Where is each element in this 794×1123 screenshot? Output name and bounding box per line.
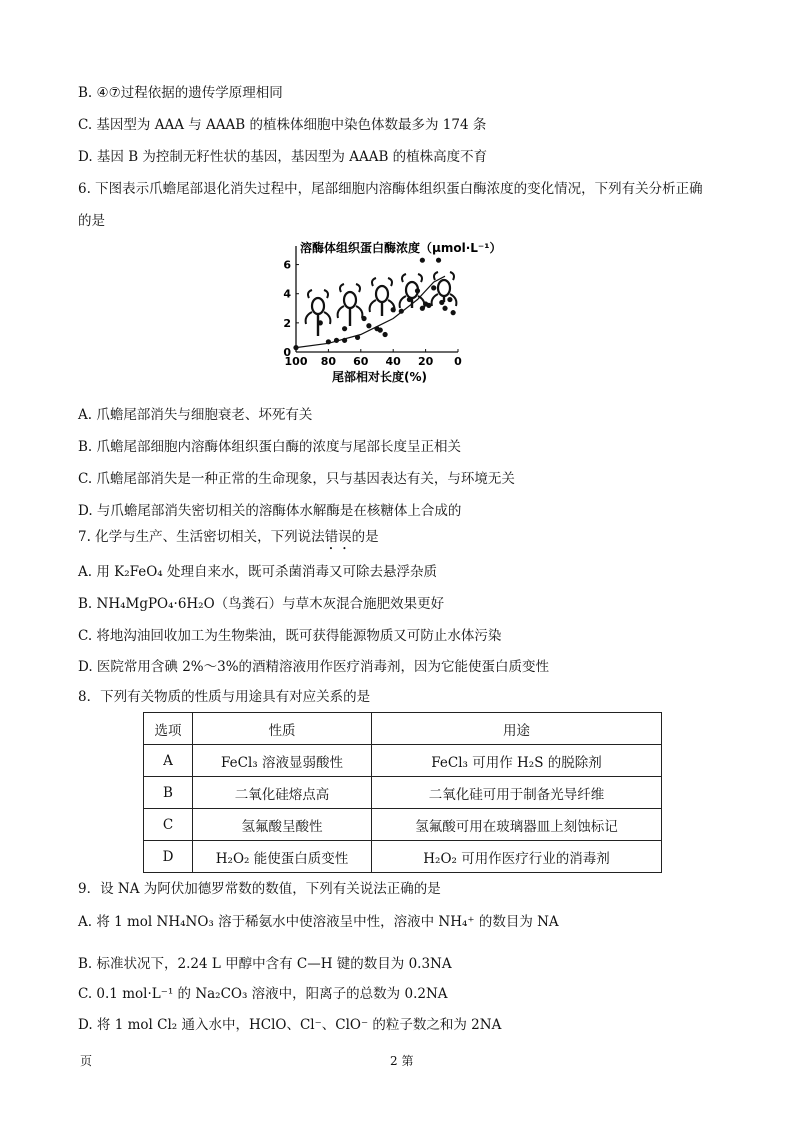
question-9-option-a: A. 将 1 mol NH₄NO₃ 溶于稀氨水中使溶液呈中性，溶液中 NH₄⁺ 的数目为 NA [78,914,559,930]
tadpole-drawing [400,274,425,308]
question-6-option-c: C. 爪蟾尾部消失是一种正常的生命现象，只与基因表达有关，与环境无关 [78,471,515,487]
data-point [451,310,456,315]
table-cell: FeCl₃ 溶液显弱酸性 [193,745,372,777]
table-cell: D [144,841,193,873]
trend-curve [296,276,445,347]
data-point [334,338,339,343]
x-tick-label: 40 [385,355,401,368]
properties-table [143,712,662,873]
tadpole-drawing [306,290,331,336]
question-5-option-c: C. 基因型为 AAA 与 AAAB 的植株体细胞中染色体数最多为 174 条 [78,117,487,133]
question-6-stem: 6. 下图表示爪蟾尾部退化消失过程中，尾部细胞内溶酶体组织蛋白酶浓度的变化情况，下列有关分析正确 [78,181,703,197]
y-tick-label: 4 [283,287,291,301]
footer-page-number: 2 第 [390,1054,414,1068]
question-7-option-c: C. 将地沟油回收加工为生物柴油，既可获得能源物质又可防止水体污染 [78,628,502,644]
question-6-option-b: B. 爪蟾尾部细胞内溶酶体组织蛋白酶的浓度与尾部长度呈正相关 [78,439,462,455]
table-cell: 氢氟酸可用在玻璃器皿上刻蚀标记 [372,809,662,841]
footer-left: 页 [80,1054,93,1068]
data-point [361,316,366,321]
table-header-row [144,713,662,745]
data-point [378,328,383,333]
data-point [326,339,331,344]
data-point [391,307,396,312]
data-point [436,258,441,263]
question-6-stem-cont: 的是 [78,213,105,229]
question-7-emphasis: 错误 [324,529,352,545]
x-tick-label: 0 [454,355,462,368]
table-row [144,777,662,809]
data-point [318,320,323,325]
table-header-cell: 性质 [193,713,372,745]
data-point [439,300,444,305]
data-point [420,258,425,263]
table-row [144,841,662,873]
data-point [355,335,360,340]
table-cell: FeCl₃ 可用作 H₂S 的脱除剂 [372,745,662,777]
table-cell: 二氧化硅熔点高 [193,777,372,809]
table-cell: B [144,777,193,809]
question-6-option-a: A. 爪蟾尾部消失与细胞衰老、坏死有关 [78,407,313,423]
tadpole-drawing [338,284,363,326]
table-header-cell: 选项 [144,713,193,745]
chart-y-axis-label: 溶酶体组织蛋白酶浓度（μmol·L⁻¹） [300,241,502,255]
table-cell: 二氧化硅可用于制备光导纤维 [372,777,662,809]
data-point [342,326,347,331]
data-point [399,309,404,314]
data-point [442,306,447,311]
table-header-cell: 用途 [372,713,662,745]
question-7-stem [78,528,379,553]
data-point [366,323,371,328]
data-point [426,303,431,308]
question-7-option-a: A. 用 K₂FeO₄ 处理自来水，既可杀菌消毒又可除去悬浮杂质 [78,564,438,580]
question-6-option-d: D. 与爪蟾尾部消失密切相关的溶酶体水解酶是在核糖体上合成的 [78,503,462,519]
question-7-option-b: B. NH₄MgPO₄·6H₂O（鸟粪石）与草木灰混合施肥效果更好 [78,596,445,612]
table-cell: H₂O₂ 可用作医疗行业的消毒剂 [372,841,662,873]
question-5-option-b: B. ④⑦过程依据的遗传学原理相同 [78,85,283,101]
data-point [383,332,388,337]
data-point [415,288,420,293]
data-point [420,306,425,311]
data-point [431,285,436,290]
question-9-option-d: D. 将 1 mol Cl₂ 通入水中，HClO、Cl⁻、ClO⁻ 的粒子数之和为 2NA [78,1017,502,1033]
question-7-option-d: D. 医院常用含碘 2%～3%的酒精溶液用作医疗消毒剂，因为它能使蛋白质变性 [78,659,550,675]
table-cell: C [144,809,193,841]
question-9-option-c: C. 0.1 mol·L⁻¹ 的 Na₂CO₃ 溶液中，阳离子的总数为 0.2NA [78,986,448,1002]
y-tick-label: 0 [283,346,291,359]
data-point [342,338,347,343]
y-tick-label: 2 [283,316,291,330]
chart-x-axis-label: 尾部相对长度(%) [332,370,427,384]
enzyme-concentration-chart [280,238,520,388]
data-point [407,297,412,302]
question-7-stem-post: 的是 [351,529,379,545]
question-5-option-d: D. 基因 B 为控制无籽性状的基因，基因型为 AAAB 的植株高度不育 [78,149,488,165]
table-cell: 氢氟酸呈酸性 [193,809,372,841]
data-point [293,345,298,350]
x-tick-label: 60 [353,355,369,368]
question-7-stem-pre: 7. 化学与生产、生活密切相关，下列说法 [78,529,325,545]
table-cell: H₂O₂ 能使蛋白质变性 [193,841,372,873]
table-row [144,745,662,777]
data-point [447,297,452,302]
y-tick-label: 6 [283,258,291,272]
x-tick-label: 20 [417,355,434,368]
question-8-stem: 8．下列有关物质的性质与用途具有对应关系的是 [78,689,371,705]
question-9-stem: 9．设 NA 为阿伏加德罗常数的数值，下列有关说法正确的是 [78,881,441,897]
table-row [144,809,662,841]
x-tick-label: 100 [284,355,308,368]
question-9-option-b: B. 标准状况下，2.24 L 甲醇中含有 C—H 键的数目为 0.3NA [78,956,452,972]
table-cell: A [144,745,193,777]
x-tick-label: 80 [320,355,337,368]
